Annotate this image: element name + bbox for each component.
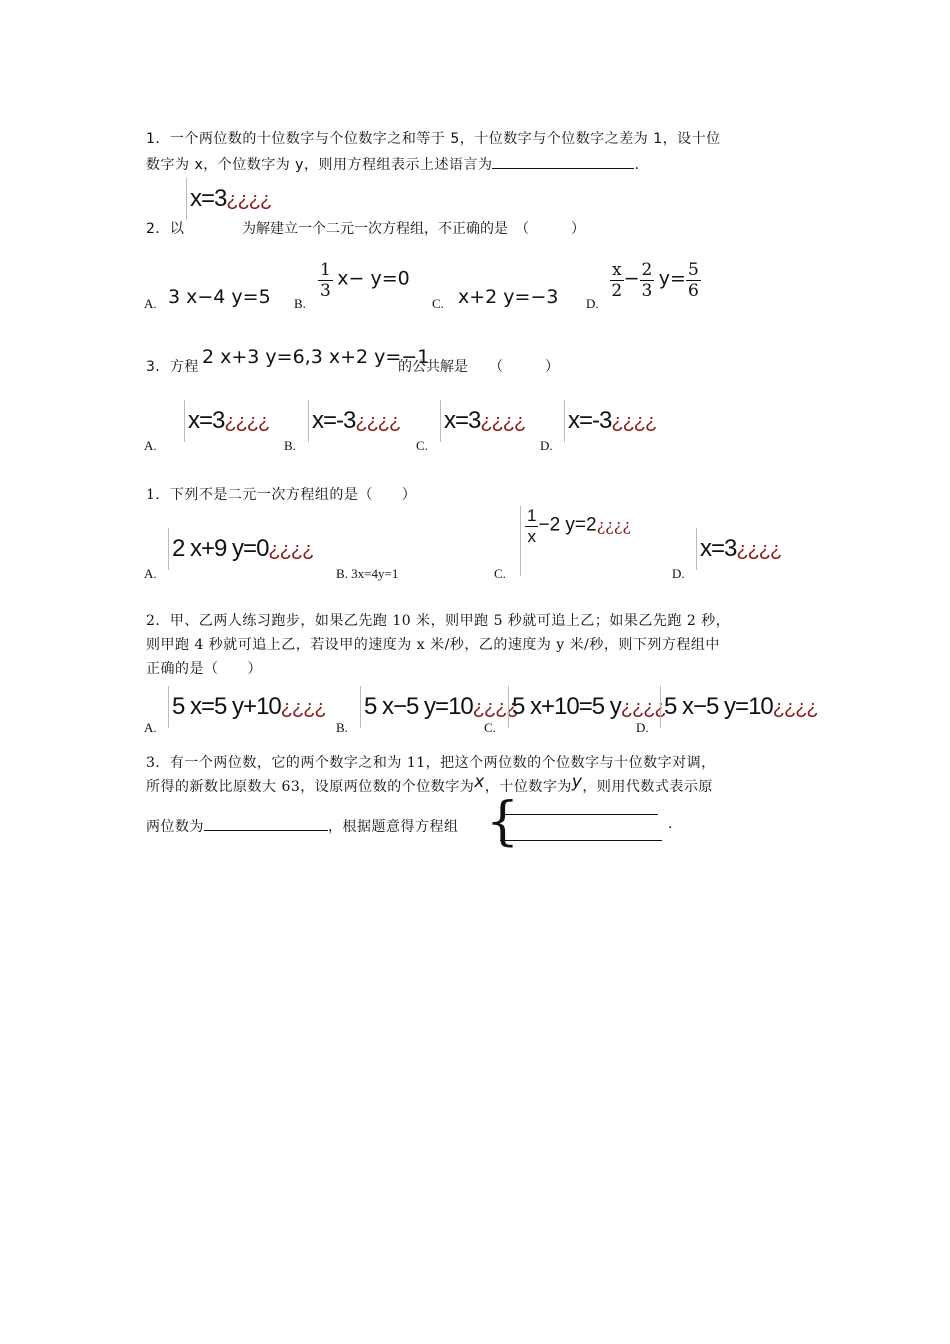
q5-option-b-system: 5 x−5 y=10¿¿¿¿ [360,686,518,728]
q6-line3: 两位数为 ，根据题意得方程组 [146,816,459,836]
q3-option-b-label: B. [284,438,296,453]
q2-option-c-eq: x+2 y=−3 [458,286,559,308]
q6-brace: { [486,792,520,852]
q6-answer-blank[interactable] [204,816,328,831]
q6-system-blank-1[interactable] [504,814,658,815]
q5-option-c-system: 5 x+10=5 y¿¿¿¿ [508,686,666,728]
q5-option-d-system: 5 x−5 y=10¿¿¿¿ [660,686,818,728]
q2-prefix: 2．以 [146,221,185,237]
q6-system-blank-2[interactable] [500,840,662,841]
q3-option-a-system: x=3¿¿¿¿ [184,400,269,442]
q5-line3: 正确的是（ ） [146,661,262,677]
q5-line2: 则甲跑 4 秒就可追上乙，若设甲的速度为 x 米/秒，乙的速度为 y 米/秒，则下列方程组中 [146,637,720,653]
q5-option-a-system: 5 x=5 y+10¿¿¿¿ [168,686,326,728]
q6-line2: 所得的新数比原数大 63，设原两位数的个位数字为x，十位数字为y，则用代数式表示原 [146,772,713,795]
q2-option-a-label: A. [144,296,157,311]
q2-option-c-label: C. [432,296,444,311]
q2-option-b-label: B. [294,296,306,311]
q6-line1: 3．有一个两位数，它的两个数字之和为 11，把这个两位数的个位数字与十位数字对调， [146,755,716,771]
q4-option-c-label: C. [494,566,506,581]
q2-system [186,178,271,220]
q3-option-a-label: A. [144,438,157,453]
q2-option-a-eq: 3 x−4 y=5 [168,286,271,308]
q4-option-d-label: D. [672,566,685,581]
q2-option-d-eq: $\frac{x}{2}$ − $\frac{2}{3}$ y= $\frac{5}{6}$ [611,260,699,301]
q4-option-b: B. 3x=4y=1 [336,566,399,581]
q2-suffix: 为解建立一个二元一次方程组，不正确的是 （ ） [242,221,585,237]
q1-answer-blank[interactable] [492,154,634,169]
q2-option-d-label: D. [586,296,599,311]
q1-period: . [634,157,640,173]
q3-prefix: 3．方程 [146,359,199,375]
q6-period: . [668,816,673,832]
q4-option-a-label: A. [144,566,157,581]
q6-var-x: x [474,772,485,792]
q4-option-d-system: x=3¿¿¿¿ [696,528,781,570]
q1-line1: 1．一个两位数的十位数字与个位数字之和等于 5，十位数字与个位数字之差为 1，设十位 [146,131,721,147]
q3-option-c-system: x=3¿¿¿¿ [440,400,525,442]
q5-option-a-label: A. [144,720,157,735]
q3-suffix: 的公共解是 （ ） [398,359,559,375]
q4-text: 1．下列不是二元一次方程组的是（ ） [146,487,417,503]
q3-option-d-system: x=-3¿¿¿¿ [564,400,656,442]
q1-line2 [146,154,639,174]
q1-text: 数字为 x，个位数字为 y，则用方程组表示上述语言为 [146,157,493,173]
q3-option-d-label: D. [540,438,553,453]
q5-option-c-label: C. [484,720,496,735]
q6-var-y: y [571,772,583,792]
q3-option-c-label: C. [416,438,428,453]
q5-line1: 2．甲、乙两人练习跑步，如果乙先跑 10 米，则甲跑 5 秒就可追上乙；如果乙先跑 2 秒， [146,613,731,629]
q2-option-b-eq: $\frac{1}{3}$ x− y=0 [320,260,410,301]
q3-equation: 2 x+3 y=6,3 x+2 y=−1 [202,346,430,368]
q5-option-d-label: D. [636,720,649,735]
q4-option-c-system: $\frac{1}{x}$ −2 y=2¿¿¿¿ [520,506,631,576]
q2-system-eq: x=3 [190,185,227,212]
q4-option-a-system: 2 x+9 y=0¿¿¿¿ [168,528,313,570]
q3-option-b-system: x=-3¿¿¿¿ [308,400,400,442]
q2-system-garbled: ¿¿¿¿ [226,189,272,211]
q5-option-b-label: B. [336,720,348,735]
